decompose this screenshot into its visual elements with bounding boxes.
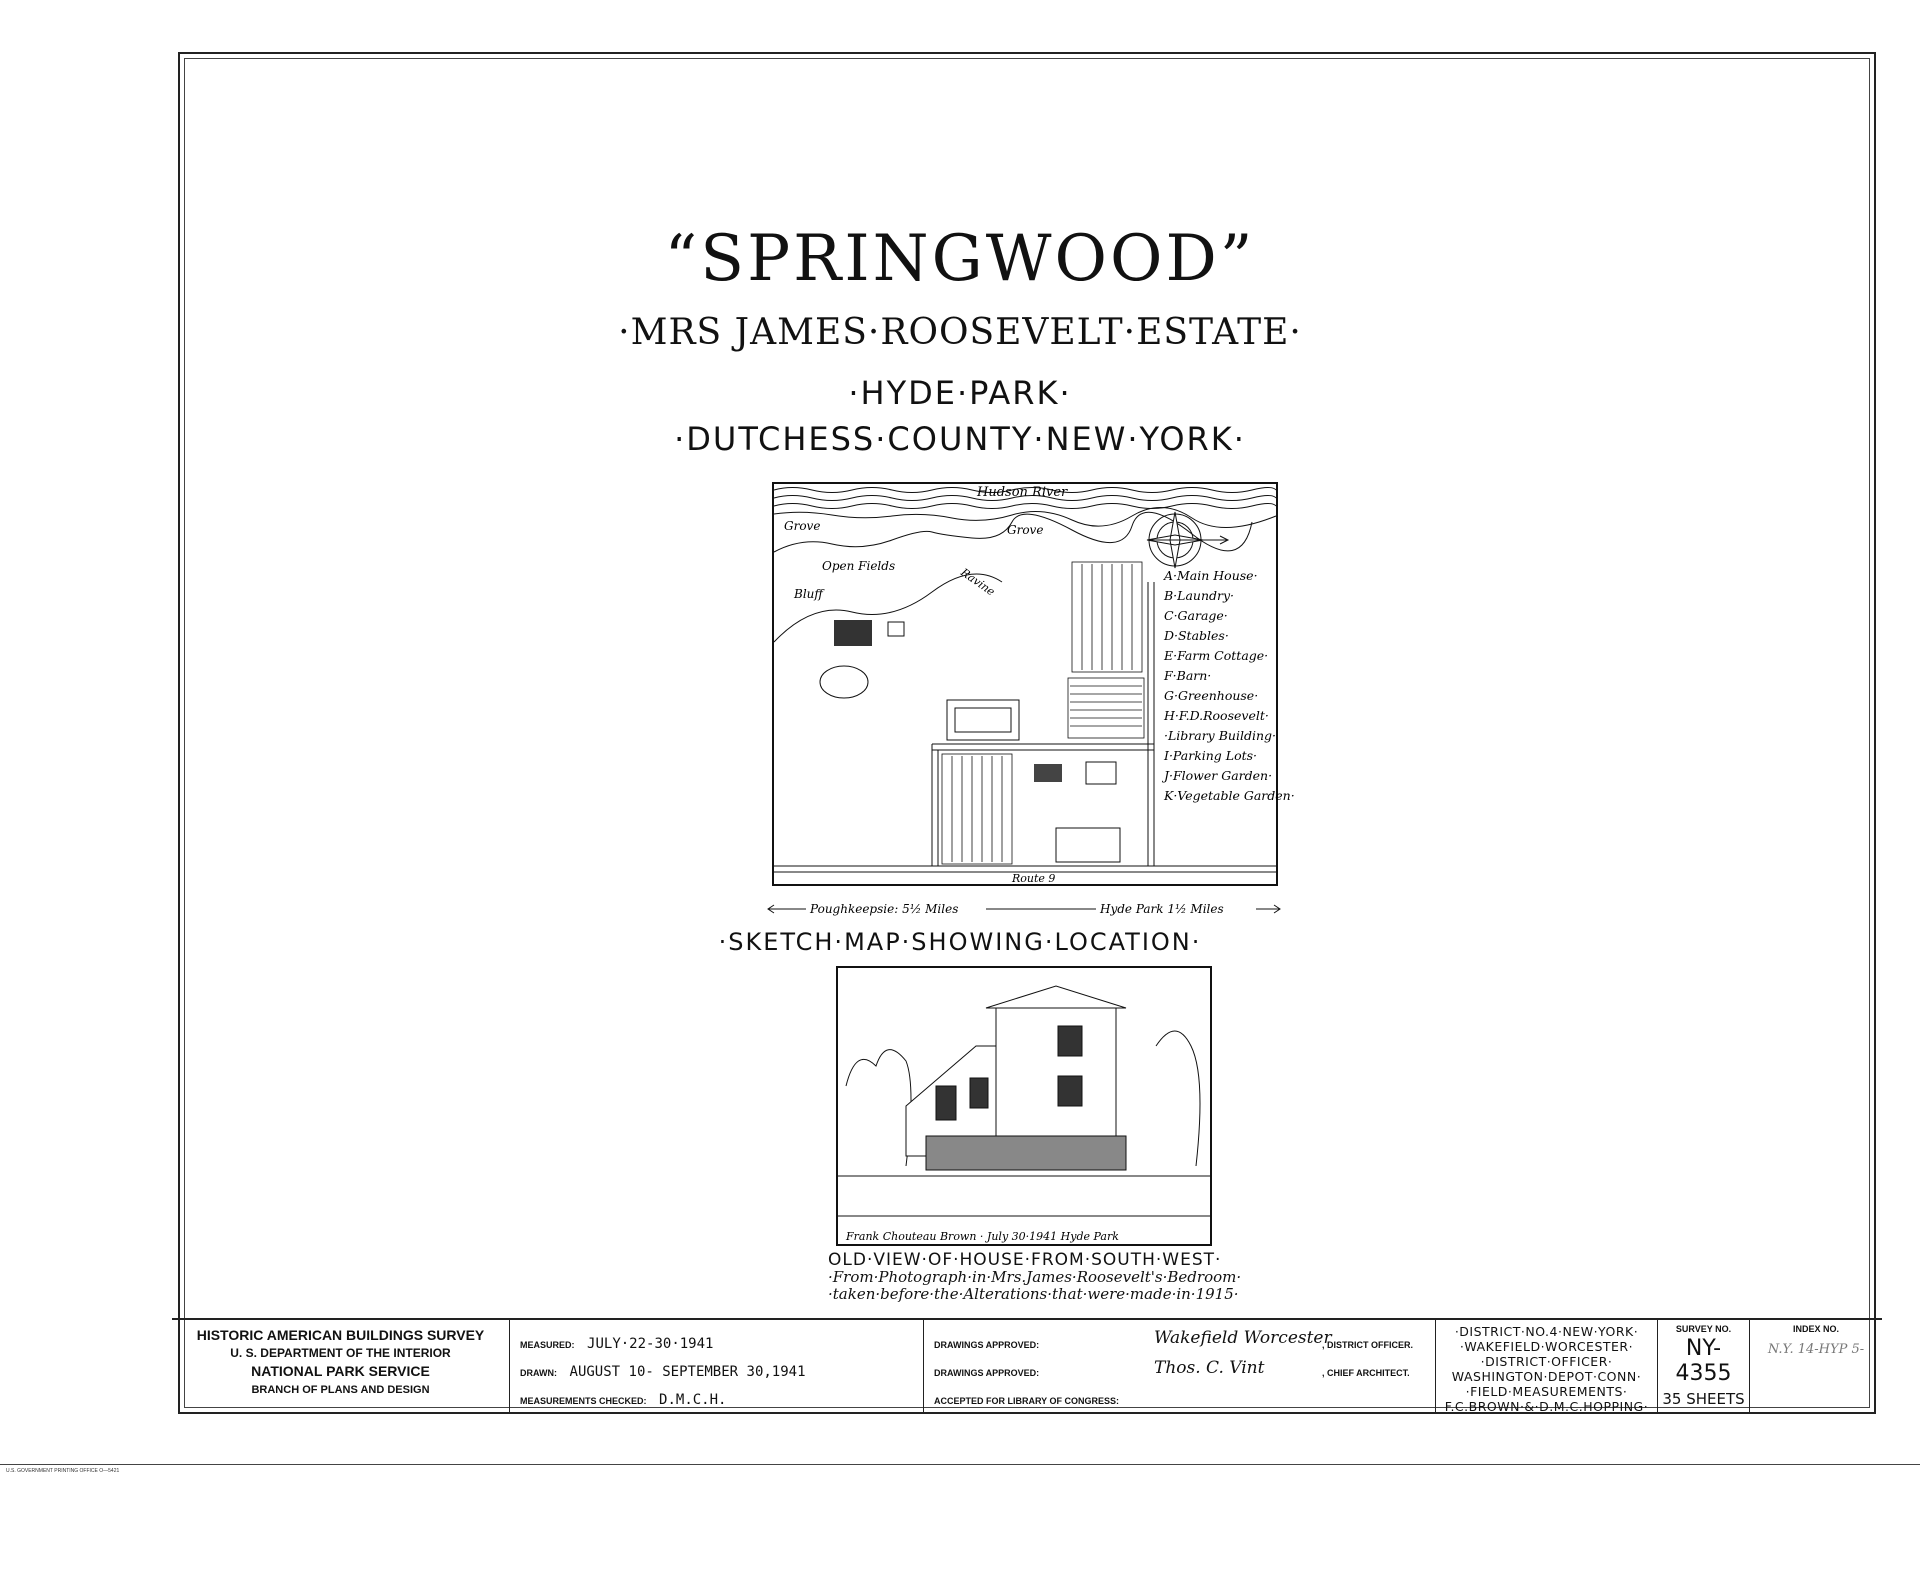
measured-label: MEASURED:	[520, 1340, 575, 1350]
bluff-label: Bluff	[794, 587, 823, 601]
sheet-subtitle: ·MRS JAMES·ROOSEVELT·ESTATE·	[618, 312, 1302, 353]
legend-b: B·Laundry·	[1164, 588, 1235, 603]
district-line1: ·DISTRICT·NO.4·NEW·YORK·	[1454, 1324, 1639, 1339]
legend-k: K·Vegetable Garden·	[1164, 788, 1295, 803]
district-line2: ·WAKEFIELD·WORCESTER·	[1459, 1339, 1634, 1354]
approved2-signature: Thos. C. Vint	[1154, 1358, 1265, 1378]
habs-organization	[172, 1320, 510, 1414]
district-info	[1436, 1320, 1658, 1414]
district-line3: ·DISTRICT·OFFICER·	[1480, 1354, 1613, 1369]
measured-row	[520, 1336, 713, 1352]
ravine-label: Ravine	[958, 565, 998, 599]
legend-j: J·Flower Garden·	[1164, 768, 1273, 783]
hyde-park-label: Hyde Park 1½ Miles	[1100, 902, 1224, 916]
district-line5: ·FIELD·MEASUREMENTS·	[1465, 1384, 1628, 1399]
sketch-signature: Frank Chouteau Brown · July 30·1941 Hyde Park	[846, 1230, 1119, 1243]
approved2-role: , CHIEF ARCHITECT.	[1322, 1368, 1410, 1378]
photo-caption-title: OLD·VIEW·OF·HOUSE·FROM·SOUTH·WEST·	[828, 1250, 1222, 1270]
photo-caption-line2: ·From·Photograph·in·Mrs.James·Roosevelt's·Bedroom·	[828, 1268, 1242, 1286]
survey-number: NY-4355	[1675, 1336, 1732, 1386]
legend-g: G·Greenhouse·	[1164, 688, 1259, 703]
title-block	[172, 1318, 1882, 1412]
approved2-label: DRAWINGS APPROVED:	[934, 1368, 1040, 1378]
river-label: Hudson River	[977, 485, 1068, 500]
sheet-count: 35 SHEETS	[1662, 1390, 1745, 1408]
survey-label: SURVEY NO.	[1675, 1324, 1732, 1334]
approved1-label: DRAWINGS APPROVED:	[934, 1340, 1040, 1350]
checked-row	[520, 1392, 726, 1408]
index-number-box	[1750, 1320, 1882, 1414]
survey-number-box	[1658, 1320, 1750, 1414]
map-caption: ·SKETCH·MAP·SHOWING·LOCATION·	[718, 928, 1202, 956]
location-county: ·DUTCHESS·COUNTY·NEW·YORK·	[674, 420, 1246, 458]
house-sketch	[836, 966, 1212, 1246]
route-label: Route 9	[1012, 872, 1056, 885]
grove-right-label: Grove	[1007, 523, 1044, 537]
drawn-label: DRAWN:	[520, 1368, 557, 1378]
approvals	[924, 1320, 1436, 1414]
photo-caption	[828, 1252, 1248, 1303]
org-line3: NATIONAL PARK SERVICE	[251, 1363, 430, 1379]
legend-a: A·Main House·	[1164, 568, 1258, 583]
sheet-title: “SPRINGWOOD”	[664, 222, 1256, 296]
footer-rule	[0, 1464, 1920, 1465]
legend-d: D·Stables·	[1164, 628, 1229, 643]
district-line4: WASHINGTON·DEPOT·CONN·	[1451, 1369, 1642, 1384]
approved1-role: , DISTRICT OFFICER.	[1322, 1340, 1413, 1350]
legend-i: I·Parking Lots·	[1164, 748, 1258, 763]
legend-h2: ·Library Building·	[1164, 728, 1276, 743]
legend-e: E·Farm Cottage·	[1164, 648, 1269, 663]
approved1-signature: Wakefield Worcester	[1154, 1328, 1332, 1348]
legend-f: F·Barn·	[1164, 668, 1212, 683]
location-town: ·HYDE·PARK·	[848, 374, 1072, 412]
distance-scale	[766, 898, 1282, 920]
drawn-value: AUGUST 10- SEPTEMBER 30,1941	[569, 1364, 806, 1380]
index-label: INDEX NO.	[1792, 1324, 1839, 1334]
accepted-label: ACCEPTED FOR LIBRARY OF CONGRESS:	[934, 1396, 1120, 1406]
library-building	[1034, 764, 1062, 782]
checked-label: MEASUREMENTS CHECKED:	[520, 1396, 647, 1406]
drawn-row	[520, 1364, 806, 1380]
district-line6: F.C.BROWN·&·D.M.C.HOPPING·	[1444, 1399, 1649, 1414]
checked-value: D.M.C.H.	[659, 1392, 727, 1408]
open-fields-label: Open Fields	[822, 559, 896, 573]
legend-h: H·F.D.Roosevelt·	[1164, 708, 1269, 723]
parking-lot-upper	[1086, 762, 1116, 784]
org-line2: U. S. DEPARTMENT OF THE INTERIOR	[230, 1346, 451, 1360]
legend-c: C·Garage·	[1164, 608, 1228, 623]
printing-office-imprint: U.S. GOVERNMENT PRINTING OFFICE O—5421	[6, 1468, 120, 1474]
main-house	[834, 620, 872, 646]
sketch-map	[772, 482, 1295, 886]
org-line1: HISTORIC AMERICAN BUILDINGS SURVEY	[196, 1327, 485, 1343]
photo-caption-line3: ·taken·before·the·Alterations·that·were·made·in·1915·	[828, 1285, 1239, 1303]
poughkeepsie-label: Poughkeepsie: 5½ Miles	[810, 902, 959, 916]
index-value: N.Y. 14-HYP 5-	[1767, 1342, 1865, 1357]
survey-dates	[510, 1320, 924, 1414]
org-line4: BRANCH OF PLANS AND DESIGN	[251, 1384, 430, 1396]
grove-left-label: Grove	[784, 519, 821, 533]
parking-lot-lower	[1056, 828, 1120, 862]
measured-value: JULY·22-30·1941	[587, 1336, 714, 1352]
